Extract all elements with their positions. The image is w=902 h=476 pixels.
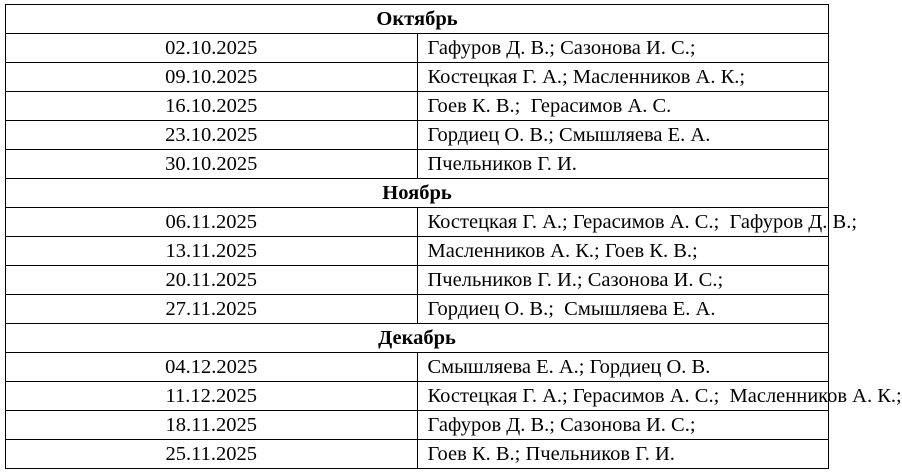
names-cell: Гордиец О. В.; Смышляева Е. А. (417, 121, 829, 150)
date-cell: 16.10.2025 (6, 92, 418, 121)
table-row (6, 34, 829, 63)
names-cell: Гоев К. В.; Пчельников Г. И. (417, 440, 829, 469)
date-cell: 11.12.2025 (6, 382, 418, 411)
table-row (6, 237, 829, 266)
month-header-november: Ноябрь (6, 179, 829, 208)
names-cell: Пчельников Г. И. (417, 150, 829, 179)
table-row (6, 150, 829, 179)
table-row (6, 92, 829, 121)
table-row (6, 121, 829, 150)
names-cell: Смышляева Е. А.; Гордиец О. В. (417, 353, 829, 382)
table-row (6, 382, 829, 411)
month-header-row (6, 5, 829, 34)
date-cell: 06.11.2025 (6, 208, 418, 237)
date-cell: 09.10.2025 (6, 63, 418, 92)
month-header-row (6, 179, 829, 208)
table-row (6, 63, 829, 92)
month-header-october: Октябрь (6, 5, 829, 34)
date-cell: 13.11.2025 (6, 237, 418, 266)
month-header-december: Декабрь (6, 324, 829, 353)
names-cell: Гордиец О. В.; Смышляева Е. А. (417, 295, 829, 324)
table-row (6, 411, 829, 440)
date-cell: 30.10.2025 (6, 150, 418, 179)
date-cell: 25.11.2025 (6, 440, 418, 469)
table-row (6, 440, 829, 469)
date-cell: 04.12.2025 (6, 353, 418, 382)
date-cell: 20.11.2025 (6, 266, 418, 295)
table-row (6, 353, 829, 382)
names-cell: Гафуров Д. В.; Сазонова И. С.; (417, 411, 829, 440)
names-cell: Костецкая Г. А.; Масленников А. К.; (417, 63, 829, 92)
names-cell: Масленников А. К.; Гоев К. В.; (417, 237, 829, 266)
names-cell: Гоев К. В.; Герасимов А. С. (417, 92, 829, 121)
duty-schedule-table (5, 4, 902, 469)
date-cell: 18.11.2025 (6, 411, 418, 440)
month-header-row (6, 324, 829, 353)
names-cell: Гафуров Д. В.; Сазонова И. С.; (417, 34, 829, 63)
names-cell: Пчельников Г. И.; Сазонова И. С.; (417, 266, 829, 295)
date-cell: 23.10.2025 (6, 121, 418, 150)
names-cell: Костецкая Г. А.; Герасимов А. С.; Масленников А. К.; (417, 382, 829, 411)
table-row (6, 208, 829, 237)
table-row (6, 266, 829, 295)
date-cell: 02.10.2025 (6, 34, 418, 63)
table-row (6, 295, 829, 324)
names-cell: Костецкая Г. А.; Герасимов А. С.; Гафуров Д. В.; (417, 208, 829, 237)
date-cell: 27.11.2025 (6, 295, 418, 324)
